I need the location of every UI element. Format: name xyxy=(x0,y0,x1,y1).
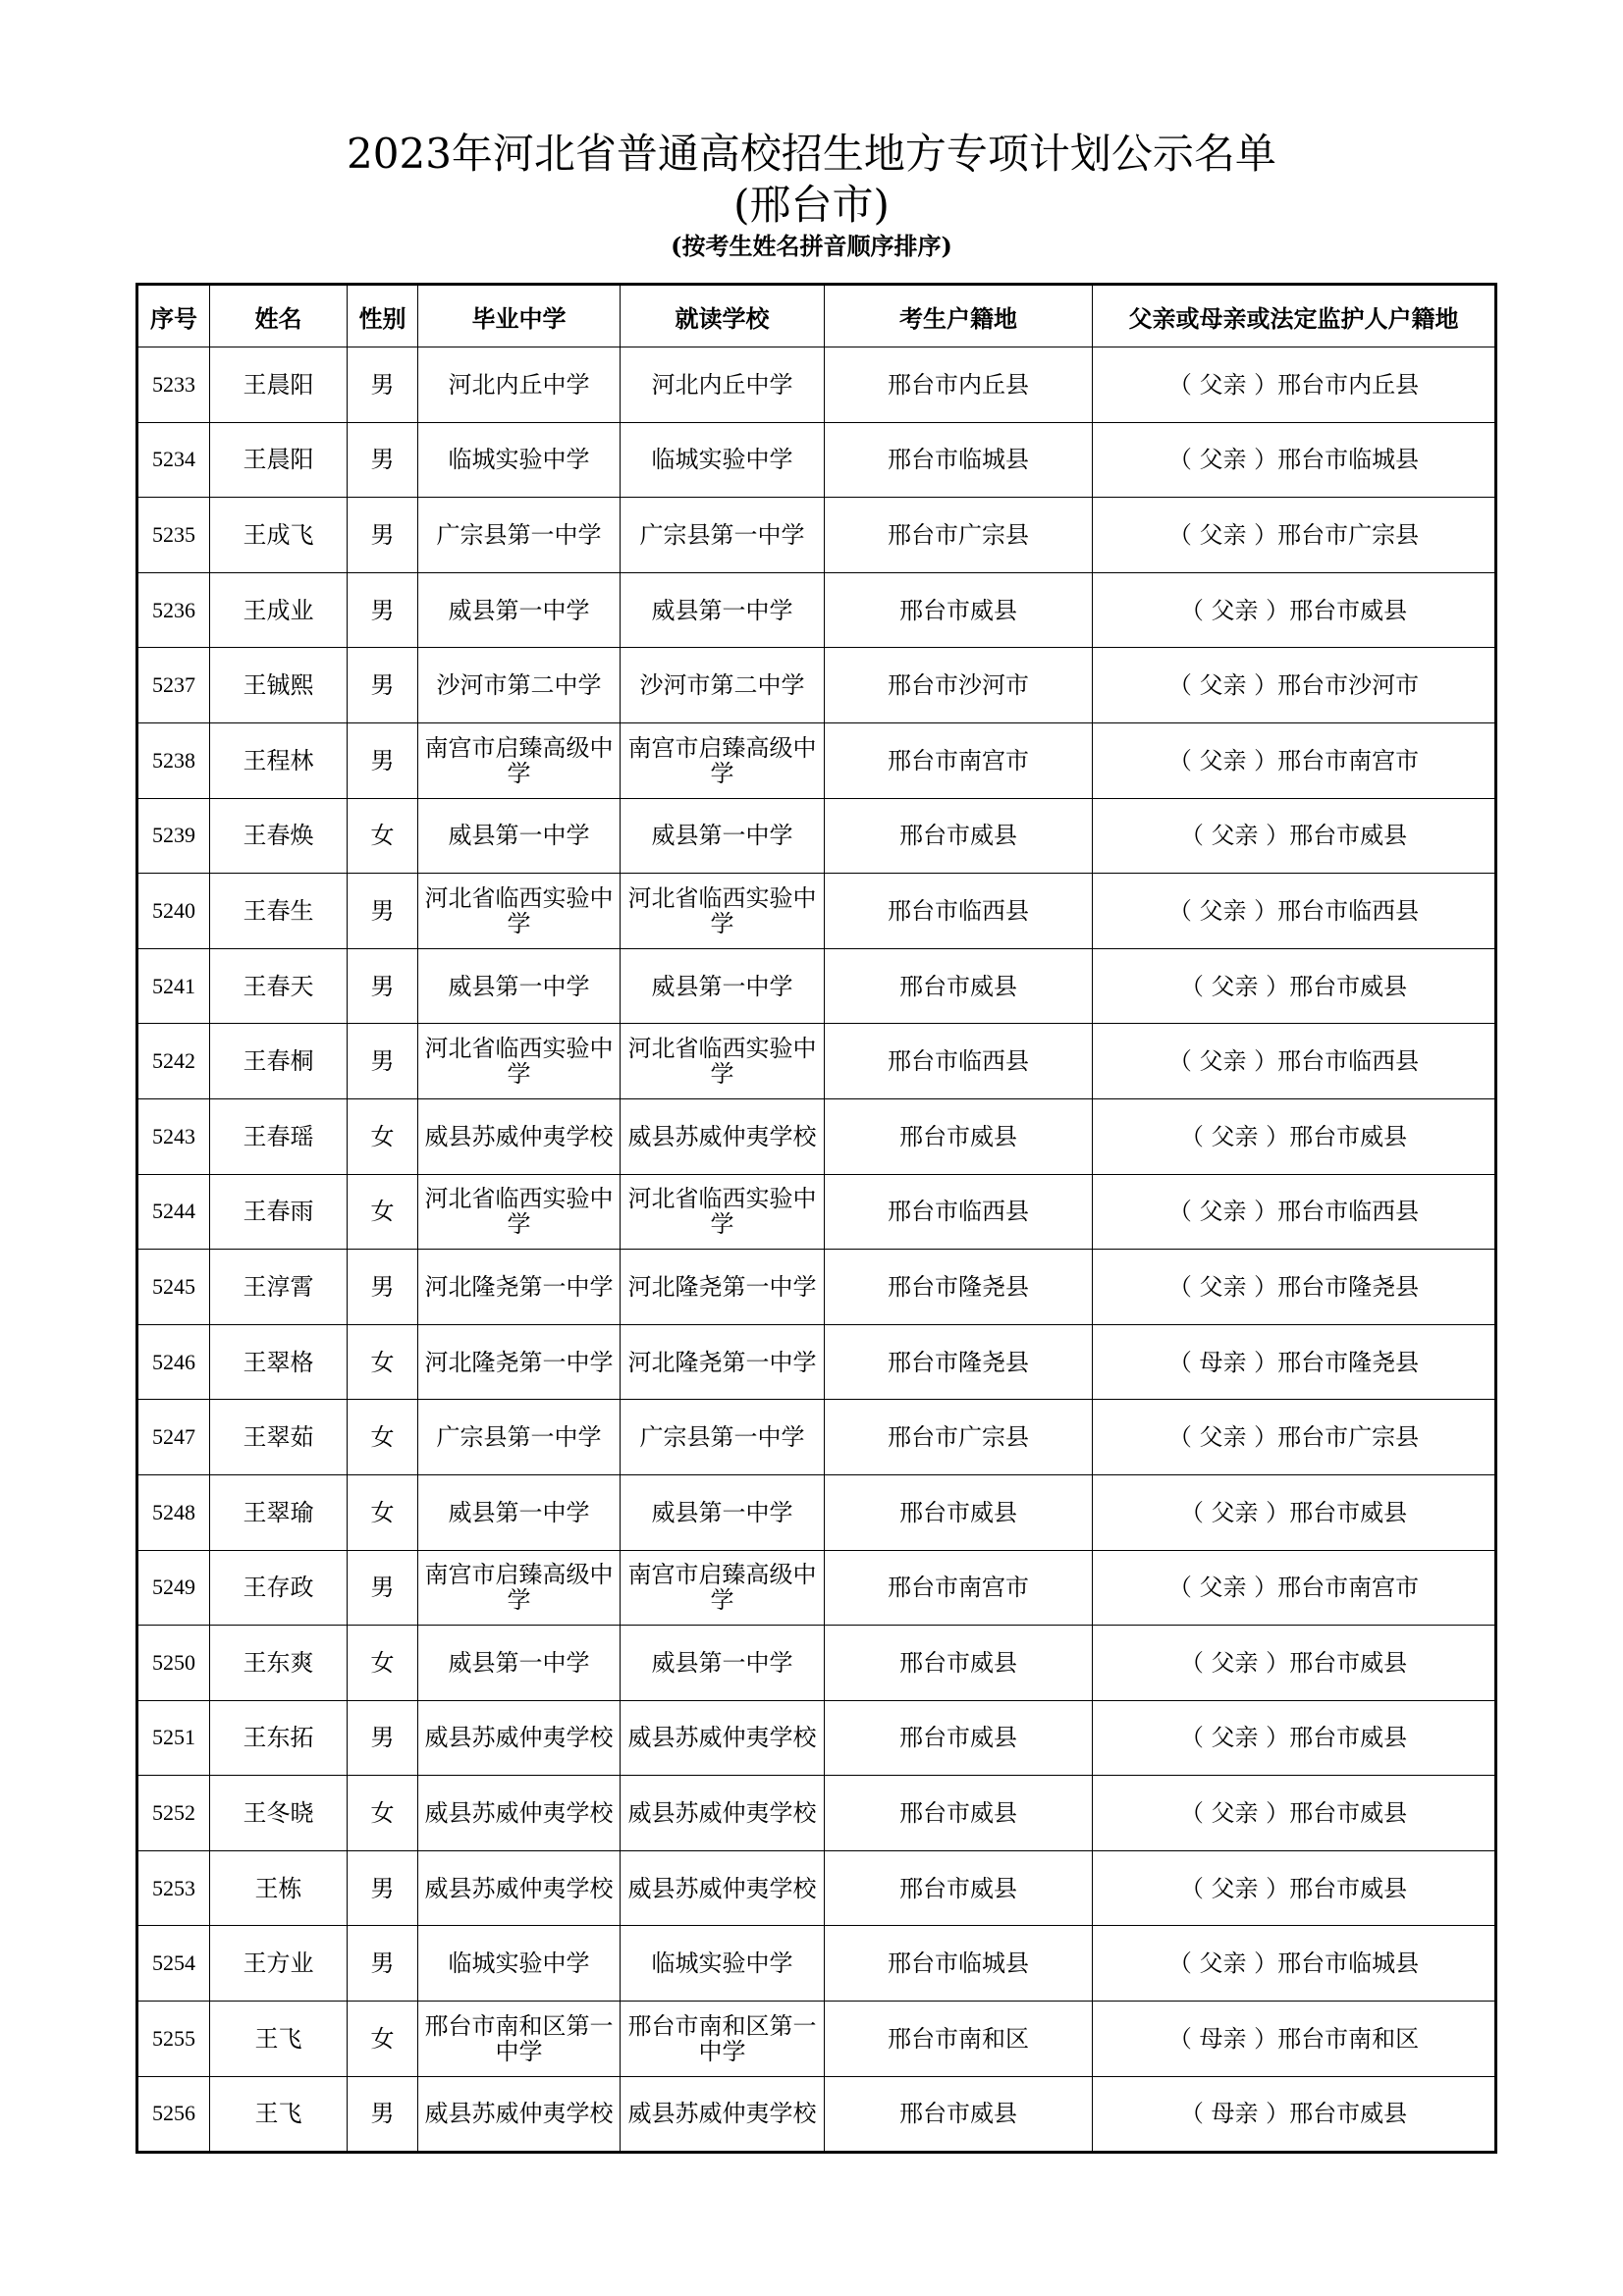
cell-hukou: 邢台市威县 xyxy=(825,1776,1093,1851)
cell-gender: 女 xyxy=(348,1474,418,1550)
cell-seq: 5247 xyxy=(137,1400,210,1475)
cell-current-school: 河北隆尧第一中学 xyxy=(621,1250,825,1325)
cell-seq: 5248 xyxy=(137,1474,210,1550)
cell-gender: 女 xyxy=(348,798,418,874)
cell-hukou: 邢台市内丘县 xyxy=(825,347,1093,423)
cell-current-school: 邢台市南和区第一中学 xyxy=(621,2002,825,2077)
cell-hukou: 邢台市临西县 xyxy=(825,1174,1093,1250)
cell-parent-hukou: （ 父亲 ）邢台市隆尧县 xyxy=(1093,1250,1496,1325)
cell-grad-school: 威县第一中学 xyxy=(418,1626,621,1701)
cell-seq: 5234 xyxy=(137,422,210,498)
table-row xyxy=(137,422,1496,498)
cell-name: 王淳霄 xyxy=(210,1250,348,1325)
cell-name: 王春天 xyxy=(210,948,348,1024)
cell-grad-school: 威县第一中学 xyxy=(418,948,621,1024)
cell-current-school: 威县苏威仲夷学校 xyxy=(621,1700,825,1776)
cell-grad-school: 临城实验中学 xyxy=(418,1926,621,2002)
cell-current-school: 沙河市第二中学 xyxy=(621,648,825,723)
cell-gender: 男 xyxy=(348,1550,418,1626)
table-row xyxy=(137,1324,1496,1400)
cell-parent-hukou: （ 父亲 ）邢台市临西县 xyxy=(1093,874,1496,949)
cell-hukou: 邢台市威县 xyxy=(825,1626,1093,1701)
table-row xyxy=(137,572,1496,648)
cell-grad-school: 南宫市启臻高级中学 xyxy=(418,722,621,798)
cell-gender: 男 xyxy=(348,422,418,498)
cell-gender: 男 xyxy=(348,948,418,1024)
cell-grad-school: 威县苏威仲夷学校 xyxy=(418,1700,621,1776)
cell-hukou: 邢台市隆尧县 xyxy=(825,1250,1093,1325)
cell-parent-hukou: （ 父亲 ）邢台市威县 xyxy=(1093,1474,1496,1550)
cell-current-school: 河北隆尧第一中学 xyxy=(621,1324,825,1400)
table-row xyxy=(137,347,1496,423)
cell-parent-hukou: （ 父亲 ）邢台市临城县 xyxy=(1093,1926,1496,2002)
cell-hukou: 邢台市临城县 xyxy=(825,422,1093,498)
cell-grad-school: 威县第一中学 xyxy=(418,1474,621,1550)
table-row xyxy=(137,1626,1496,1701)
cell-name: 王成业 xyxy=(210,572,348,648)
cell-hukou: 邢台市隆尧县 xyxy=(825,1324,1093,1400)
cell-hukou: 邢台市广宗县 xyxy=(825,498,1093,573)
table-row xyxy=(137,874,1496,949)
table-row xyxy=(137,948,1496,1024)
cell-gender: 男 xyxy=(348,2076,418,2153)
cell-grad-school: 威县苏威仲夷学校 xyxy=(418,2076,621,2153)
cell-parent-hukou: （ 父亲 ）邢台市广宗县 xyxy=(1093,498,1496,573)
header-col-seq: 序号 xyxy=(137,285,210,347)
cell-grad-school: 河北内丘中学 xyxy=(418,347,621,423)
cell-parent-hukou: （ 父亲 ）邢台市临西县 xyxy=(1093,1174,1496,1250)
cell-seq: 5242 xyxy=(137,1024,210,1099)
cell-seq: 5250 xyxy=(137,1626,210,1701)
cell-grad-school: 河北隆尧第一中学 xyxy=(418,1324,621,1400)
cell-seq: 5255 xyxy=(137,2002,210,2077)
cell-hukou: 邢台市威县 xyxy=(825,1700,1093,1776)
cell-parent-hukou: （ 父亲 ）邢台市威县 xyxy=(1093,1626,1496,1701)
cell-name: 王存政 xyxy=(210,1550,348,1626)
cell-current-school: 威县苏威仲夷学校 xyxy=(621,1850,825,1926)
cell-seq: 5245 xyxy=(137,1250,210,1325)
table-row xyxy=(137,798,1496,874)
cell-gender: 男 xyxy=(348,1850,418,1926)
table-row xyxy=(137,1926,1496,2002)
cell-hukou: 邢台市临城县 xyxy=(825,1926,1093,2002)
cell-name: 王东拓 xyxy=(210,1700,348,1776)
cell-parent-hukou: （ 父亲 ）邢台市威县 xyxy=(1093,948,1496,1024)
table-body xyxy=(137,347,1496,2153)
cell-current-school: 广宗县第一中学 xyxy=(621,1400,825,1475)
cell-parent-hukou: （ 父亲 ）邢台市威县 xyxy=(1093,1098,1496,1174)
header-col-hukou: 考生户籍地 xyxy=(825,285,1093,347)
cell-grad-school: 威县苏威仲夷学校 xyxy=(418,1098,621,1174)
cell-gender: 男 xyxy=(348,1926,418,2002)
header-row xyxy=(137,285,1496,347)
table-row xyxy=(137,1550,1496,1626)
roster-table xyxy=(135,283,1497,2154)
cell-hukou: 邢台市威县 xyxy=(825,798,1093,874)
cell-current-school: 威县第一中学 xyxy=(621,1626,825,1701)
table-row xyxy=(137,2002,1496,2077)
cell-gender: 女 xyxy=(348,2002,418,2077)
cell-seq: 5237 xyxy=(137,648,210,723)
cell-current-school: 广宗县第一中学 xyxy=(621,498,825,573)
cell-name: 王成飞 xyxy=(210,498,348,573)
cell-current-school: 临城实验中学 xyxy=(621,1926,825,2002)
cell-current-school: 南宫市启臻高级中学 xyxy=(621,1550,825,1626)
cell-hukou: 邢台市威县 xyxy=(825,1098,1093,1174)
cell-gender: 女 xyxy=(348,1776,418,1851)
cell-gender: 女 xyxy=(348,1400,418,1475)
cell-parent-hukou: （ 母亲 ）邢台市南和区 xyxy=(1093,2002,1496,2077)
cell-gender: 女 xyxy=(348,1098,418,1174)
sort-note: (按考生姓名拼音顺序排序) xyxy=(671,232,952,260)
cell-name: 王晨阳 xyxy=(210,347,348,423)
cell-current-school: 河北省临西实验中学 xyxy=(621,1024,825,1099)
table-row xyxy=(137,1700,1496,1776)
cell-hukou: 邢台市南宫市 xyxy=(825,722,1093,798)
cell-name: 王翠格 xyxy=(210,1324,348,1400)
cell-gender: 男 xyxy=(348,874,418,949)
cell-grad-school: 河北省临西实验中学 xyxy=(418,1024,621,1099)
table-row xyxy=(137,1474,1496,1550)
cell-name: 王栋 xyxy=(210,1850,348,1926)
cell-seq: 5256 xyxy=(137,2076,210,2153)
cell-name: 王翠瑜 xyxy=(210,1474,348,1550)
header-col-gender: 性别 xyxy=(348,285,418,347)
table-row xyxy=(137,648,1496,723)
cell-parent-hukou: （ 父亲 ）邢台市威县 xyxy=(1093,572,1496,648)
cell-current-school: 威县苏威仲夷学校 xyxy=(621,2076,825,2153)
cell-name: 王冬晓 xyxy=(210,1776,348,1851)
cell-grad-school: 广宗县第一中学 xyxy=(418,1400,621,1475)
table-row xyxy=(137,1098,1496,1174)
header-col-grad-school: 毕业中学 xyxy=(418,285,621,347)
cell-name: 王飞 xyxy=(210,2002,348,2077)
cell-grad-school: 河北隆尧第一中学 xyxy=(418,1250,621,1325)
cell-grad-school: 南宫市启臻高级中学 xyxy=(418,1550,621,1626)
table-row xyxy=(137,1250,1496,1325)
cell-seq: 5246 xyxy=(137,1324,210,1400)
cell-gender: 男 xyxy=(348,572,418,648)
table-row xyxy=(137,1174,1496,1250)
cell-parent-hukou: （ 父亲 ）邢台市南宫市 xyxy=(1093,1550,1496,1626)
cell-grad-school: 沙河市第二中学 xyxy=(418,648,621,723)
cell-gender: 女 xyxy=(348,1626,418,1701)
cell-name: 王晨阳 xyxy=(210,422,348,498)
cell-current-school: 河北省临西实验中学 xyxy=(621,874,825,949)
cell-seq: 5243 xyxy=(137,1098,210,1174)
cell-name: 王春生 xyxy=(210,874,348,949)
table-row xyxy=(137,1850,1496,1926)
cell-seq: 5244 xyxy=(137,1174,210,1250)
cell-name: 王铖熙 xyxy=(210,648,348,723)
header-col-current-school: 就读学校 xyxy=(621,285,825,347)
cell-grad-school: 临城实验中学 xyxy=(418,422,621,498)
table-row xyxy=(137,1400,1496,1475)
cell-current-school: 威县苏威仲夷学校 xyxy=(621,1776,825,1851)
cell-seq: 5235 xyxy=(137,498,210,573)
header-col-parent-hukou: 父亲或母亲或法定监护人户籍地 xyxy=(1093,285,1496,347)
cell-hukou: 邢台市威县 xyxy=(825,572,1093,648)
cell-name: 王东爽 xyxy=(210,1626,348,1701)
cell-gender: 男 xyxy=(348,1024,418,1099)
cell-name: 王方业 xyxy=(210,1926,348,2002)
cell-current-school: 河北省临西实验中学 xyxy=(621,1174,825,1250)
cell-name: 王飞 xyxy=(210,2076,348,2153)
cell-parent-hukou: （ 父亲 ）邢台市威县 xyxy=(1093,1850,1496,1926)
cell-current-school: 威县第一中学 xyxy=(621,798,825,874)
cell-seq: 5251 xyxy=(137,1700,210,1776)
cell-current-school: 威县苏威仲夷学校 xyxy=(621,1098,825,1174)
cell-current-school: 南宫市启臻高级中学 xyxy=(621,722,825,798)
cell-hukou: 邢台市临西县 xyxy=(825,1024,1093,1099)
cell-hukou: 邢台市南宫市 xyxy=(825,1550,1093,1626)
cell-seq: 5249 xyxy=(137,1550,210,1626)
cell-gender: 男 xyxy=(348,1250,418,1325)
cell-parent-hukou: （ 父亲 ）邢台市沙河市 xyxy=(1093,648,1496,723)
cell-grad-school: 河北省临西实验中学 xyxy=(418,874,621,949)
cell-hukou: 邢台市沙河市 xyxy=(825,648,1093,723)
cell-parent-hukou: （ 父亲 ）邢台市威县 xyxy=(1093,1776,1496,1851)
cell-name: 王春焕 xyxy=(210,798,348,874)
cell-name: 王春瑶 xyxy=(210,1098,348,1174)
table-row xyxy=(137,2076,1496,2153)
cell-current-school: 临城实验中学 xyxy=(621,422,825,498)
cell-seq: 5239 xyxy=(137,798,210,874)
cell-parent-hukou: （ 母亲 ）邢台市隆尧县 xyxy=(1093,1324,1496,1400)
cell-hukou: 邢台市威县 xyxy=(825,948,1093,1024)
cell-grad-school: 威县苏威仲夷学校 xyxy=(418,1850,621,1926)
cell-parent-hukou: （ 父亲 ）邢台市南宫市 xyxy=(1093,722,1496,798)
cell-gender: 男 xyxy=(348,648,418,723)
cell-current-school: 威县第一中学 xyxy=(621,572,825,648)
cell-seq: 5233 xyxy=(137,347,210,423)
cell-gender: 男 xyxy=(348,498,418,573)
cell-parent-hukou: （ 父亲 ）邢台市威县 xyxy=(1093,798,1496,874)
cell-grad-school: 威县苏威仲夷学校 xyxy=(418,1776,621,1851)
cell-parent-hukou: （ 父亲 ）邢台市广宗县 xyxy=(1093,1400,1496,1475)
cell-seq: 5241 xyxy=(137,948,210,1024)
cell-hukou: 邢台市威县 xyxy=(825,1474,1093,1550)
cell-hukou: 邢台市临西县 xyxy=(825,874,1093,949)
cell-name: 王春雨 xyxy=(210,1174,348,1250)
cell-seq: 5253 xyxy=(137,1850,210,1926)
cell-gender: 男 xyxy=(348,1700,418,1776)
cell-grad-school: 威县第一中学 xyxy=(418,798,621,874)
cell-seq: 5238 xyxy=(137,722,210,798)
cell-parent-hukou: （ 母亲 ）邢台市威县 xyxy=(1093,2076,1496,2153)
cell-hukou: 邢台市广宗县 xyxy=(825,1400,1093,1475)
table-row xyxy=(137,1776,1496,1851)
cell-gender: 女 xyxy=(348,1324,418,1400)
table-row xyxy=(137,498,1496,573)
cell-grad-school: 威县第一中学 xyxy=(418,572,621,648)
table-row xyxy=(137,722,1496,798)
cell-seq: 5252 xyxy=(137,1776,210,1851)
cell-hukou: 邢台市威县 xyxy=(825,2076,1093,2153)
cell-grad-school: 邢台市南和区第一中学 xyxy=(418,2002,621,2077)
cell-grad-school: 河北省临西实验中学 xyxy=(418,1174,621,1250)
page-subtitle: (邢台市) xyxy=(733,181,890,229)
cell-parent-hukou: （ 父亲 ）邢台市临西县 xyxy=(1093,1024,1496,1099)
header-col-name: 姓名 xyxy=(210,285,348,347)
cell-current-school: 威县第一中学 xyxy=(621,1474,825,1550)
table-row xyxy=(137,1024,1496,1099)
cell-gender: 女 xyxy=(348,1174,418,1250)
cell-name: 王翠茹 xyxy=(210,1400,348,1475)
cell-hukou: 邢台市威县 xyxy=(825,1850,1093,1926)
cell-parent-hukou: （ 父亲 ）邢台市临城县 xyxy=(1093,422,1496,498)
cell-current-school: 威县第一中学 xyxy=(621,948,825,1024)
cell-parent-hukou: （ 父亲 ）邢台市内丘县 xyxy=(1093,347,1496,423)
cell-name: 王春桐 xyxy=(210,1024,348,1099)
cell-gender: 男 xyxy=(348,347,418,423)
cell-seq: 5240 xyxy=(137,874,210,949)
cell-grad-school: 广宗县第一中学 xyxy=(418,498,621,573)
cell-seq: 5236 xyxy=(137,572,210,648)
cell-name: 王程林 xyxy=(210,722,348,798)
cell-hukou: 邢台市南和区 xyxy=(825,2002,1093,2077)
page-title: 2023年河北省普通高校招生地方专项计划公示名单 xyxy=(347,130,1276,178)
cell-current-school: 河北内丘中学 xyxy=(621,347,825,423)
cell-seq: 5254 xyxy=(137,1926,210,2002)
cell-parent-hukou: （ 父亲 ）邢台市威县 xyxy=(1093,1700,1496,1776)
cell-gender: 男 xyxy=(348,722,418,798)
